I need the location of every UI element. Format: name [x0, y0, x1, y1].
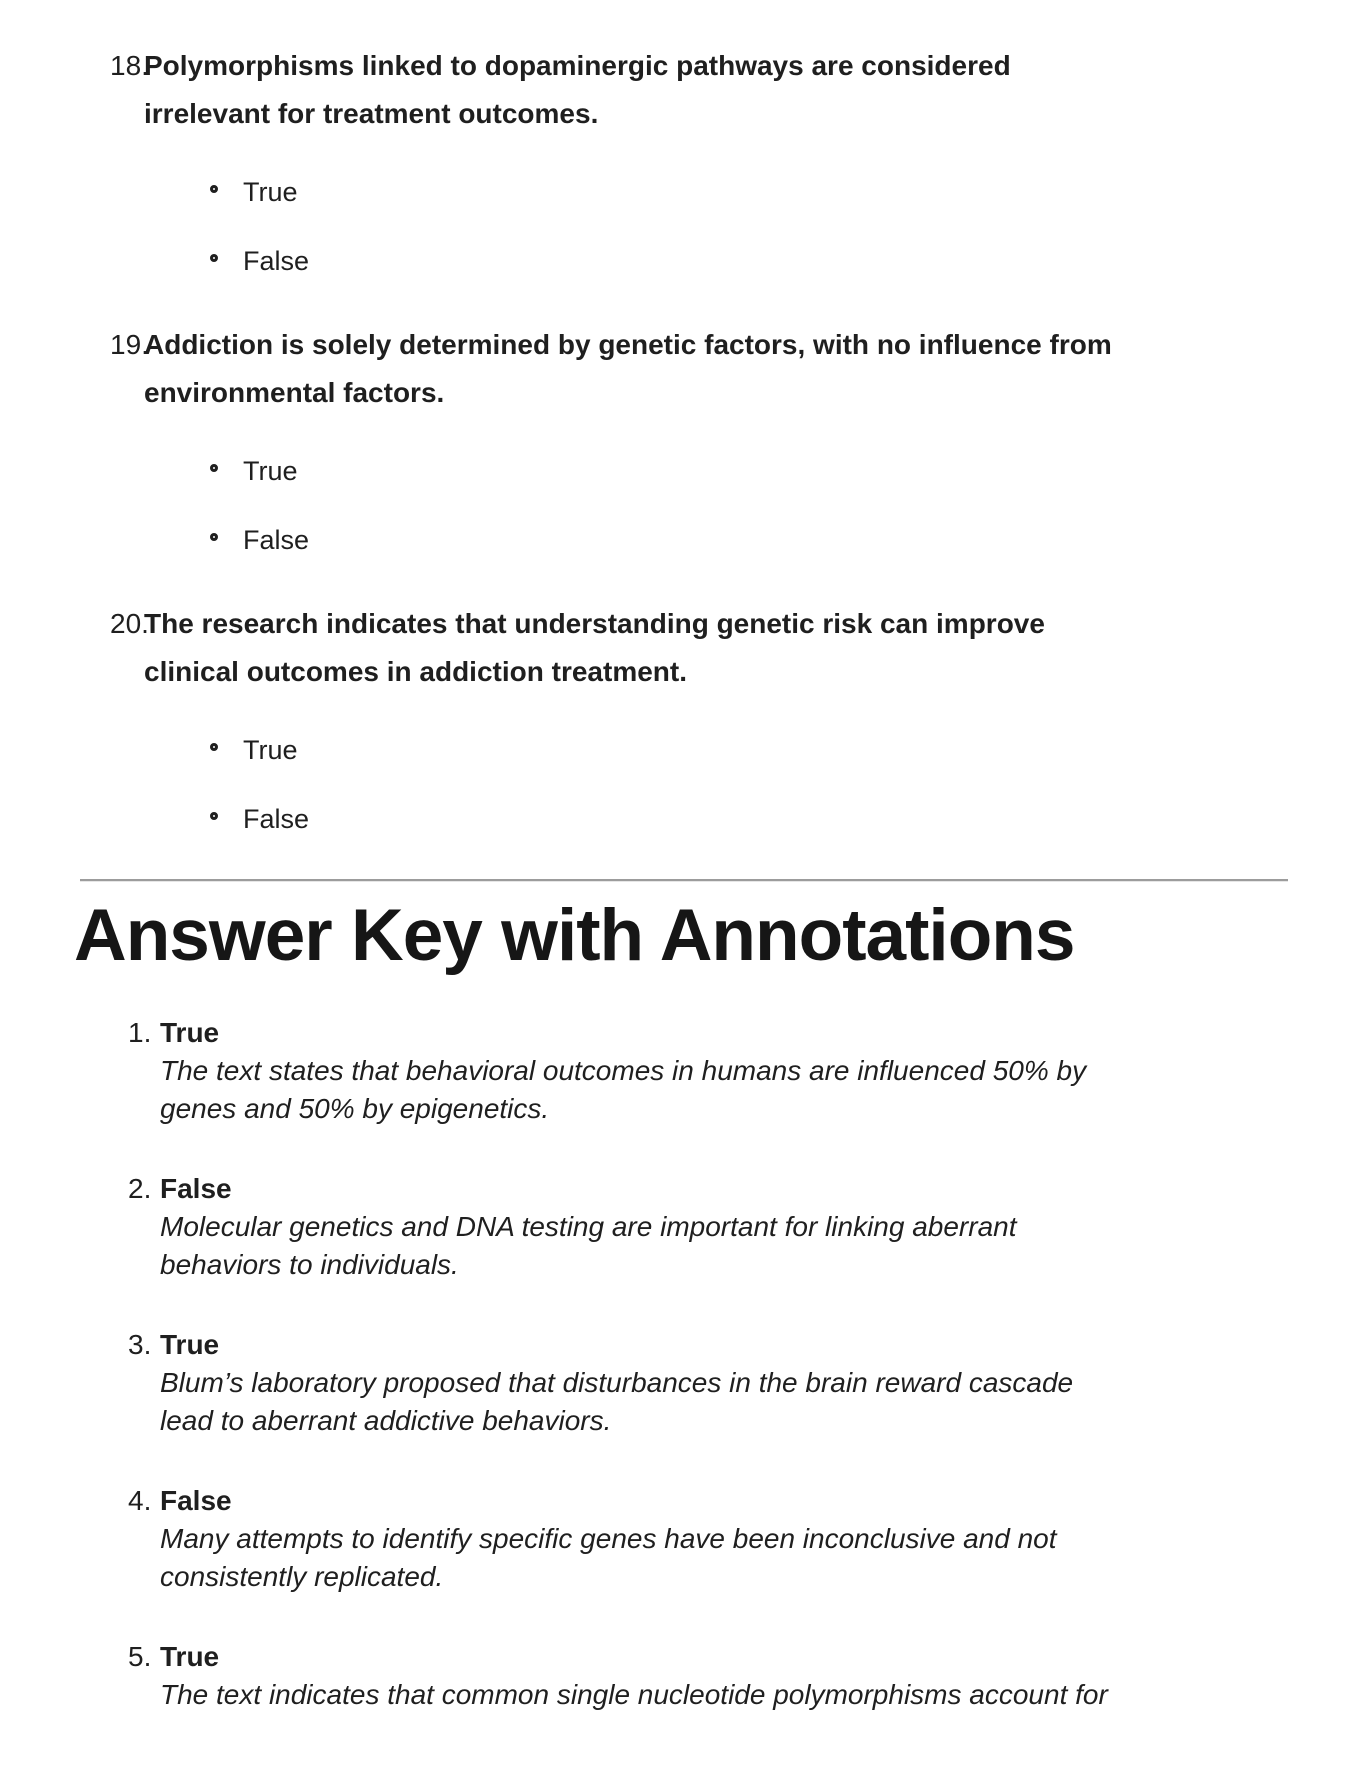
- radio-circle-icon: [210, 533, 218, 541]
- option-label: True: [243, 177, 298, 207]
- section-divider: [80, 879, 1288, 882]
- option-false[interactable]: [210, 516, 1134, 564]
- answer-annotation: The text states that behavioral outcomes in humans are influenced 50% by genes and 50% by epigenetics.: [160, 1055, 1087, 1124]
- option-label: True: [243, 735, 298, 765]
- question-number: 20.: [110, 608, 149, 639]
- answer-verdict: True: [160, 1641, 220, 1672]
- answer-item-2: [128, 1170, 1118, 1284]
- option-true[interactable]: [210, 168, 1134, 216]
- option-true[interactable]: [210, 726, 1134, 774]
- option-false[interactable]: [210, 237, 1134, 285]
- option-label: False: [243, 525, 310, 555]
- answer-annotation: Many attempts to identify specific genes have been inconclusive and not consistently replicated.: [160, 1523, 1057, 1592]
- option-label: False: [243, 246, 310, 276]
- radio-circle-icon: [210, 464, 218, 472]
- question-item-18: [110, 42, 1134, 285]
- question-text: Polymorphisms linked to dopaminergic pathways are considered irrelevant for treatment outcomes.: [144, 50, 1011, 129]
- question-text: Addiction is solely determined by genetic factors, with no influence from environmental factors.: [144, 329, 1112, 408]
- option-list: [144, 168, 1134, 285]
- question-item-19: [110, 321, 1134, 564]
- option-true[interactable]: [210, 447, 1134, 495]
- answer-number: 2.: [128, 1173, 152, 1204]
- answer-key-title: Answer Key with Annotations: [74, 895, 1075, 976]
- question-number: 19.: [110, 329, 149, 360]
- answer-item-1: [128, 1014, 1118, 1128]
- question-number: 18.: [110, 50, 149, 81]
- option-false[interactable]: [210, 795, 1134, 843]
- answer-annotation: The text indicates that common single nucleotide polymorphisms account for: [160, 1679, 1108, 1710]
- answer-number: 3.: [128, 1329, 152, 1360]
- answer-verdict: True: [160, 1017, 220, 1048]
- answer-item-3: [128, 1326, 1118, 1440]
- radio-circle-icon: [210, 743, 218, 751]
- answer-annotation: Molecular genetics and DNA testing are important for linking aberrant behaviors to individuals.: [160, 1211, 1017, 1280]
- option-list: [144, 447, 1134, 564]
- question-list: [80, 42, 1288, 843]
- answer-number: 4.: [128, 1485, 152, 1516]
- radio-circle-icon: [210, 812, 218, 820]
- answer-item-4: [128, 1482, 1118, 1596]
- answer-annotation: Blum’s laboratory proposed that disturbances in the brain reward cascade lead to aberrant addictive behaviors.: [160, 1367, 1074, 1436]
- option-label: False: [243, 804, 310, 834]
- answer-verdict: False: [160, 1173, 232, 1204]
- radio-circle-icon: [210, 254, 218, 262]
- option-label: True: [243, 456, 298, 486]
- question-text: The research indicates that understanding genetic risk can improve clinical outcomes in addiction treatment.: [144, 608, 1045, 687]
- answer-item-5: [128, 1638, 1118, 1714]
- question-item-20: [110, 600, 1134, 843]
- answer-list: [80, 1014, 1288, 1714]
- option-list: [144, 726, 1134, 843]
- answer-verdict: True: [160, 1329, 220, 1360]
- answer-number: 5.: [128, 1641, 152, 1672]
- radio-circle-icon: [210, 185, 218, 193]
- answer-number: 1.: [128, 1017, 152, 1048]
- answer-verdict: False: [160, 1485, 232, 1516]
